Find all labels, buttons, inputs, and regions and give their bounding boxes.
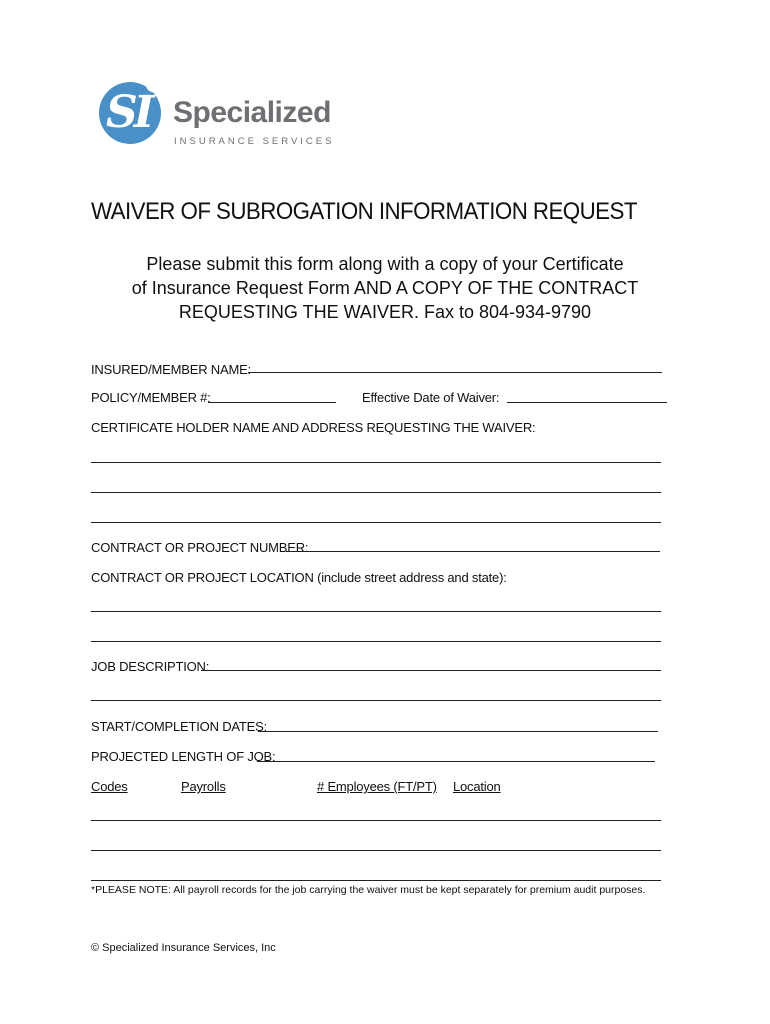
job-length-field[interactable] <box>257 761 655 762</box>
contract-number-label: CONTRACT OR PROJECT NUMBER: <box>91 540 309 555</box>
contract-location-hint: (include street address and state): <box>317 570 507 585</box>
contract-location-title: CONTRACT OR PROJECT LOCATION <box>91 570 314 585</box>
contract-location-line-1[interactable] <box>91 611 661 612</box>
insured-name-field[interactable] <box>248 372 662 373</box>
intro-line-2: of Insurance Request Form AND A COPY OF THE CONTRACT <box>131 278 639 298</box>
contract-location-label <box>91 570 507 585</box>
location-header: Location <box>453 779 501 794</box>
payrolls-header: Payrolls <box>181 779 226 794</box>
logo-mark: SI <box>106 87 151 138</box>
contract-number-field[interactable] <box>286 551 660 552</box>
form-title: WAIVER OF SUBROGATION INFORMATION REQUEST <box>91 198 637 225</box>
table-row-line-3[interactable] <box>91 880 661 881</box>
employees-header: # Employees (FT/PT) <box>317 779 437 794</box>
intro-paragraph <box>95 252 675 324</box>
effective-date-label: Effective Date of Waiver: <box>362 390 500 405</box>
policy-number-label: POLICY/MEMBER #: <box>91 390 211 405</box>
payroll-note <box>91 884 645 896</box>
certificate-holder-line-2[interactable] <box>91 492 661 493</box>
table-row-line-1[interactable] <box>91 820 661 821</box>
effective-date-field[interactable] <box>507 402 667 403</box>
contract-location-line-2[interactable] <box>91 641 661 642</box>
note-text: All payroll records for the job carrying the waiver must be kept separately for premium audit purposes. <box>173 884 646 896</box>
codes-header: Codes <box>91 779 128 794</box>
certificate-holder-line-3[interactable] <box>91 522 661 523</box>
note-label: *PLEASE NOTE: <box>91 884 171 896</box>
certificate-holder-line-1[interactable] <box>91 462 661 463</box>
job-description-field[interactable] <box>201 670 661 671</box>
logo-tagline: INSURANCE SERVICES <box>174 136 335 147</box>
policy-number-field[interactable] <box>208 402 336 403</box>
job-description-label: JOB DESCRIPTION: <box>91 659 210 674</box>
insured-name-label: INSURED/MEMBER NAME: <box>91 362 251 377</box>
job-length-label: PROJECTED LENGTH OF JOB: <box>91 749 276 764</box>
copyright-footer: © Specialized Insurance Services, Inc <box>91 942 276 954</box>
intro-line-3: REQUESTING THE WAIVER. Fax to 804-934-9790 <box>178 302 592 322</box>
table-row-line-2[interactable] <box>91 850 661 851</box>
logo-name: Specialized <box>173 96 331 129</box>
intro-line-1: Please submit this form along with a copy of your Certificate <box>146 254 624 274</box>
dates-label: START/COMPLETION DATES: <box>91 719 267 734</box>
job-description-line-2[interactable] <box>91 700 661 701</box>
certificate-holder-label: CERTIFICATE HOLDER NAME AND ADDRESS REQUESTING THE WAIVER: <box>91 420 536 435</box>
dates-field[interactable] <box>258 731 658 732</box>
